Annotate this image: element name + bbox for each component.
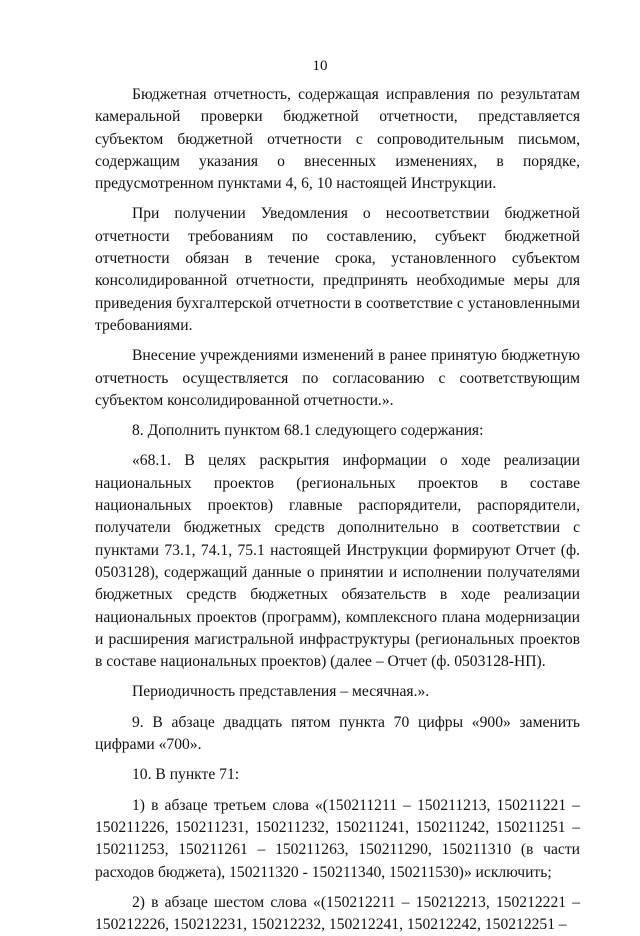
paragraph-item-10: 10. В пункте 71: (132, 766, 240, 784)
page-number: 10 (312, 58, 328, 74)
paragraph-item-10-sub-2: 2) в абзаце шестом слова «(150212211 – 150212213, 150212221 – 150212226, 150212231, 150212232, 150212241, 150212242, 150212251 – (95, 893, 580, 934)
paragraph-item-10-sub-1: 1) в абзаце третьем слова «(150211211 – 150211213, 150211221 – 150211226, 150211231, 150211232, 150211241, 150211242, 150211251 – 150211253, 150211261 – 150211263, 150211290, 150211310 (в части расходов бюджета), 150211320 - 150211340, 150211530)» исключить; (95, 796, 580, 881)
paragraph-changes-agreement: Внесение учреждениями изменений в ранее принятую бюджетную отчетность осуществляется по согласованию с соответствующим субъектом консолидированной отчетности.». (95, 347, 580, 409)
paragraph-nonconformity-notice: При получении Уведомления о несоответствии бюджетной отчетности требованиям по составлению, субъект бюджетной отчетности обязан в течение срока, установленного субъектом консолидированной отчетности, предпринять необходимые меры для приведения бухгалтерской отчетности в соответствие с установленными требованиями. (95, 205, 580, 334)
paragraph-point-68-1: «68.1. В целях раскрытия информации о ходе реализации национальных проектов (региональных проектов в составе национальных проектов) главные распорядители, распорядители, получатели бюджетных средств дополнительно в соответствии с пунктами 73.1, 74.1, 75.1 настоящей Инструкции формируют Отчет (ф. 0503128), содержащий данные о принятии и исполнении получателями бюджетных средств бюджетных обязательств в ходе реализации национальных проектов (программ), комплексного плана модернизации и расширения магистральной инфраструктуры (региональных проектов в составе национальных проектов) (далее – Отчет (ф. 0503128-НП). (95, 452, 580, 671)
paragraph-report-corrections: Бюджетная отчетность, содержащая исправления по результатам камеральной проверки бюджетной отчетности, представляется субъектом бюджетной отчетности с сопроводительным письмом, содержащим указания о внесенных изменениях, в порядке, предусмотренном пунктами 4, 6, 10 настоящей Инструкции. (95, 86, 580, 193)
paragraph-item-9: 9. В абзаце двадцать пятом пункта 70 цифры «900» заменить цифрами «700». (95, 713, 580, 754)
paragraph-item-8: 8. Дополнить пунктом 68.1 следующего содержания: (132, 422, 484, 440)
document-body (95, 84, 580, 936)
paragraph-periodicity: Периодичность представления – месячная.». (132, 683, 430, 701)
